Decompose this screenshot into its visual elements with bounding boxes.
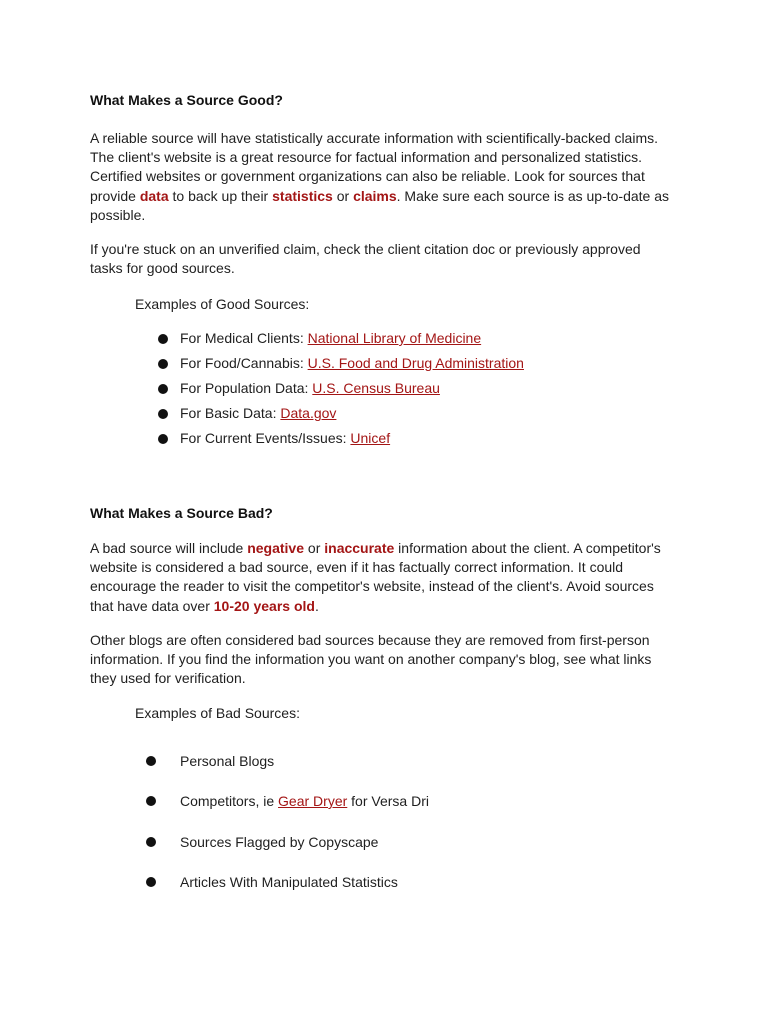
bad-source-paragraph	[90, 539, 676, 616]
link-data-gov[interactable]: Data.gov	[280, 405, 337, 421]
good-examples-label: Examples of Good Sources:	[135, 296, 310, 312]
bullet-icon	[146, 837, 156, 847]
bullet-icon	[158, 334, 168, 344]
highlight-years-old: 10-20 years old	[213, 597, 315, 614]
good-para-text-1: A reliable source will have statistically accurate information with scientifically-backed claims. The client's website is a great resource for factual information and personalized statistics. Certified websites or government organizations can also be reliable. Look for sources that provide	[90, 130, 659, 204]
bullet-icon	[146, 796, 156, 806]
good-para-text-2: to back up their	[168, 187, 273, 204]
bullet-icon	[158, 359, 168, 369]
good-example-label: For Population Data:	[180, 380, 313, 396]
bad-para-text-1: A bad source will include	[90, 540, 248, 556]
bad-para-text-3: information about the client. A competitor's website is considered a bad source, even if it has factually correct information. It could encourage the reader to visit the competitor's website, instead of the client's. Avoid sources that have data over	[90, 540, 661, 614]
good-example-label: For Current Events/Issues:	[180, 430, 351, 446]
bad-examples-label: Examples of Bad Sources:	[135, 705, 300, 721]
good-source-heading: What Makes a Source Good?	[90, 92, 283, 108]
link-national-library-of-medicine[interactable]: National Library of Medicine	[307, 330, 482, 346]
good-example-label: For Basic Data:	[180, 405, 281, 421]
bad-para-text-2: or	[304, 540, 325, 556]
link-census-bureau[interactable]: U.S. Census Bureau	[312, 380, 440, 396]
bullet-icon	[158, 409, 168, 419]
bullet-icon	[158, 384, 168, 394]
bad-source-heading: What Makes a Source Bad?	[90, 505, 273, 521]
highlight-data: data	[139, 187, 169, 204]
unverified-claim-paragraph: If you're stuck on an unverified claim, check the client citation doc or previously approved tasks for good sources.	[90, 241, 641, 277]
bullet-icon	[158, 434, 168, 444]
other-blogs-paragraph: Other blogs are often considered bad sources because they are removed from first-person information. If you find the information you want on another company's blog, see what links they used for verification.	[90, 632, 652, 687]
good-para-text-3: or	[332, 187, 354, 204]
link-fda[interactable]: U.S. Food and Drug Administration	[307, 355, 524, 371]
bad-example-text: Personal Blogs	[180, 753, 275, 769]
link-gear-dryer[interactable]: Gear Dryer	[278, 793, 348, 809]
highlight-statistics: statistics	[272, 187, 333, 204]
bullet-icon	[146, 877, 156, 887]
bad-para-text-4: .	[314, 597, 319, 614]
link-unicef[interactable]: Unicef	[350, 430, 391, 446]
good-example-label: For Food/Cannabis:	[180, 355, 308, 371]
bad-example-text: Articles With Manipulated Statistics	[180, 874, 398, 890]
highlight-negative: negative	[247, 540, 305, 556]
bad-example-suffix: for Versa Dri	[347, 793, 429, 809]
good-example-label: For Medical Clients:	[180, 330, 308, 346]
highlight-claims: claims	[353, 187, 397, 204]
good-source-paragraph	[90, 129, 676, 225]
bad-example-text: Competitors, ie	[180, 793, 279, 809]
good-para-text-4: . Make sure each source is as up-to-date as possible.	[90, 187, 670, 223]
bullet-icon	[146, 756, 156, 766]
bad-example-text: Sources Flagged by Copyscape	[180, 834, 379, 850]
highlight-inaccurate: inaccurate	[324, 540, 395, 556]
document-page	[90, 0, 680, 1024]
